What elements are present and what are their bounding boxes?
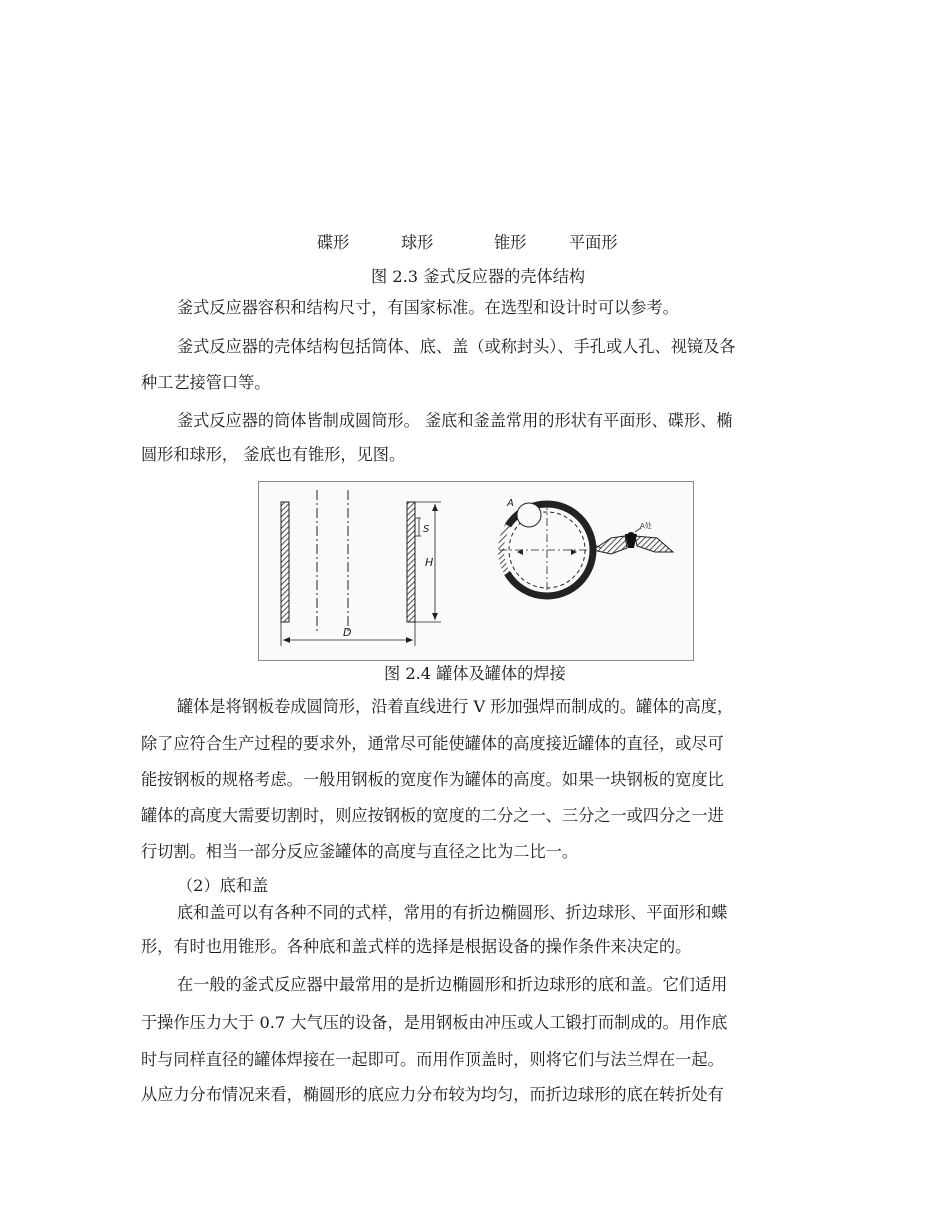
paragraph-3-line-1: 釜式反应器的筒体皆制成圆筒形。 釜底和釜盖常用的形状有平面形、碟形、椭 <box>177 411 733 430</box>
paragraph-4-line-1: 罐体是将钢板卷成圆筒形，沿着直线进行 V 形加强焊而制成的。罐体的高度， <box>177 697 734 716</box>
paragraph-1-line-1: 釜式反应器容积和结构尺寸，有国家标准。在选型和设计时可以参考。 <box>177 298 679 317</box>
figure-2-4-caption: 图 2.4 罐体及罐体的焊接 <box>384 664 566 683</box>
paragraph-6-line-1: 在一般的釜式反应器中最常用的是折边椭圆形和折边球形的底和盖。它们适用 <box>177 975 728 994</box>
shape-label-cone: 锥形 <box>494 233 527 252</box>
paragraph-4-line-4: 罐体的高度大需要切割时，则应按钢板的宽度的二分之一、三分之一或四分之一进 <box>141 806 724 825</box>
ring-section-drawing <box>499 502 595 598</box>
label-s: S <box>423 524 430 535</box>
paragraph-5-line-1: 底和盖可以有各种不同的式样，常用的有折边椭圆形、折边球形、平面形和蝶 <box>177 903 728 922</box>
paragraph-4-line-5: 行切割。相当一部分反应釜罐体的高度与直径之比为二比一。 <box>141 842 579 861</box>
figure-2-3-caption: 图 2.3 釜式反应器的壳体结构 <box>371 267 586 286</box>
paragraph-3-line-2: 圆形和球形， 釜底也有锥形，见图。 <box>141 445 406 464</box>
weld-detail-drawing <box>593 528 673 554</box>
paragraph-6-line-3: 时与同样直径的罐体焊接在一起即可。而用作顶盖时，则将它们与法兰焊在一起。 <box>141 1050 724 1069</box>
paragraph-5-line-2: 形，有时也用锥形。各种底和盖式样的选择是根据设备的操作条件来决定的。 <box>141 937 692 956</box>
shape-label-sphere: 球形 <box>401 233 434 252</box>
shape-label-dish: 碟形 <box>317 233 350 252</box>
figure-2-4-image <box>258 481 694 661</box>
paragraph-6-line-2: 于操作压力大于 0.7 大气压的设备，是用钢板由冲压或人工锻打而制成的。用作底 <box>141 1013 728 1032</box>
label-d: D <box>343 626 352 639</box>
paragraph-2-line-1: 釜式反应器的壳体结构包括筒体、底、盖（或称封头）、手孔或人孔、视镜及各 <box>177 337 736 356</box>
paragraph-6-line-4: 从应力分布情况来看，椭圆形的底应力分布较为均匀，而折边球形的底在转折处有 <box>141 1085 724 1104</box>
label-a: A <box>507 498 514 509</box>
label-weld: A处 <box>640 522 652 530</box>
section-heading: （2）底和盖 <box>177 876 269 895</box>
paragraph-2-line-2: 种工艺接管口等。 <box>141 373 271 392</box>
paragraph-4-line-3: 能按钢板的规格考虑。一般用钢板的宽度作为罐体的高度。如果一块钢板的宽度比 <box>141 770 724 789</box>
cylinder-section-drawing <box>281 490 441 646</box>
shape-label-flat: 平面形 <box>569 233 618 252</box>
paragraph-4-line-2: 除了应符合生产过程的要求外，通常尽可能使罐体的高度接近罐体的直径，或尽可 <box>141 734 724 753</box>
label-h: H <box>425 556 434 569</box>
